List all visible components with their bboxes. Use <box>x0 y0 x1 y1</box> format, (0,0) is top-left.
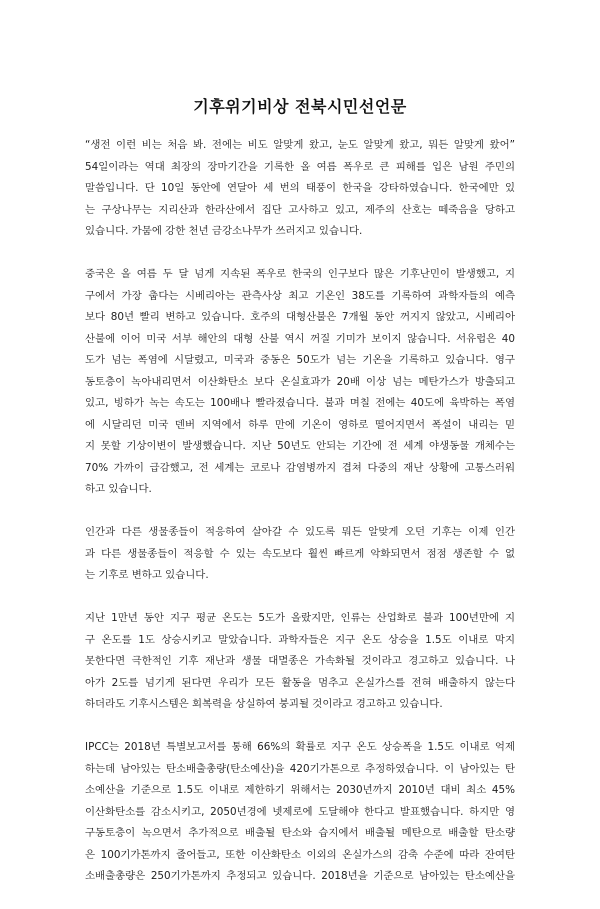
text-line: 는 기후로 변하고 있습니다. <box>85 569 209 581</box>
text-line: 하고 있습니다. <box>85 483 152 495</box>
paragraph <box>85 522 515 587</box>
text-line: 소배출총량은 250기가톤까지 추정되고 있습니다. 2018년을 기준으로 남아있는 탄소예산을 <box>85 870 515 882</box>
document-body <box>85 135 515 909</box>
text-line: 못한다면 극한적인 기후 재난과 생물 대멸종은 가속화될 것이라고 경고하고 있습니다. 나 <box>85 655 515 667</box>
text-line: 있고, 빙하가 녹는 속도는 100배나 빨라졌습니다. 불과 며칠 전에는 40도에 육박하는 폭염 <box>85 397 515 409</box>
text-line: 에 시달리던 미국 덴버 지역에서 하루 만에 기온이 영하로 떨어지면서 폭설이 내리는 믿 <box>85 418 515 431</box>
text-line: 보다 80년 빨리 변하고 있습니다. 호주의 대형산불은 7개월 동안 꺼지지 않았고, 시베리아 <box>85 311 515 323</box>
text-line: 구에서 가장 춥다는 시베리아는 관측사상 최고 기온인 38도를 기록하여 과학자들의 예측 <box>85 289 515 302</box>
text-line: 지난 1만년 동안 지구 평균 온도는 5도가 올랐지만, 인류는 산업화로 불과 100년만에 지 <box>85 612 515 624</box>
text-line: 동토층이 녹아내리면서 이산화탄소 보다 온실효과가 20배 이상 넘는 메탄가스가 방출되고 <box>85 375 515 388</box>
text-line: 구동토층이 녹으면서 추가적으로 배출될 탄소와 습지에서 배출될 메탄으로 배출할 탄소량 <box>85 827 515 839</box>
text-line: 지 못할 기상이변이 발생했습니다. 지난 50년도 안되는 기간에 전 세계 야생동물 개체수는 <box>85 440 515 452</box>
text-line: 말씀입니다. 단 10일 동안에 연달아 세 번의 태풍이 한국을 강타하였습니다. 한국에만 있 <box>85 182 515 194</box>
paragraph <box>85 737 515 888</box>
text-line: 는 구상나무는 지리산과 한라산에서 집단 고사하고 있고, 제주의 산호는 떼죽음을 당하고 <box>85 203 515 216</box>
text-line: IPCC는 2018년 특별보고서를 통해 66%의 확률로 지구 온도 상승폭을 1.5도 이내로 억제 <box>85 741 515 753</box>
text-line: 하더라도 기후시스템은 회복력을 상실하여 붕괴될 것이라고 경고하고 있습니다. <box>85 698 443 710</box>
text-line: 인간과 다른 생물종들이 적응하여 살아갈 수 있도록 뭐든 알맞게 오던 기후는 이제 인간 <box>85 526 515 538</box>
document-title: 기후위기비상 전북시민선언문 <box>193 97 407 116</box>
paragraph <box>85 608 515 716</box>
text-line: 산불에 이어 미국 서부 해안의 대형 산불 역시 꺼질 기미가 보이지 않습니다. 서유럽은 40 <box>85 332 515 345</box>
text-line: 은 100기가톤까지 줄어들고, 또한 이산화탄소 이외의 온실가스의 감축 수준에 따라 잔여탄 <box>85 848 515 861</box>
text-line: 있습니다. 가뭄에 강한 천년 금강소나무가 쓰러지고 있습니다. <box>85 225 363 237</box>
paragraph <box>85 135 515 243</box>
text-line: 구 온도를 1도 상승시키고 말았습니다. 과학자들은 지구 온도 상승을 1.5도 이내로 막지 <box>85 633 515 646</box>
text-line: 도가 넘는 폭염에 시달렸고, 미국과 중동은 50도가 넘는 기온을 기록하고 있습니다. 영구 <box>85 354 515 366</box>
text-line: 소예산을 기준으로 1.5도 이내로 제한하기 위해서는 2030년까지 2010년 대비 최소 45% <box>85 784 515 796</box>
paragraph <box>85 264 515 501</box>
text-line: 하는데 남아있는 탄소배출총량(탄소예산)을 420기가톤으로 추정하였습니다. 이 남아있는 탄 <box>85 762 515 775</box>
text-line: 중국은 올 여름 두 달 넘게 지속된 폭우로 한국의 인구보다 많은 기후난민이 발생했고, 지 <box>85 268 515 280</box>
text-line: 아가 2도를 넘기게 된다면 우리가 모든 활동을 멈추고 온실가스를 전혀 배출하지 않는다 <box>85 676 515 689</box>
text-line: 이산화탄소를 감소시키고, 2050년경에 넷제로에 도달해야 한다고 발표했습니다. 하지만 영 <box>85 805 515 818</box>
text-line: 54일이라는 역대 최장의 장마기간을 기록한 올 여름 폭우로 큰 피해를 입은 남원 주민의 <box>85 160 515 173</box>
text-line: “생전 이런 비는 처음 봐. 전에는 비도 알맞게 왔고, 눈도 알맞게 왔고, 뭐든 알맞게 왔어” <box>85 139 515 151</box>
text-line: 70% 가까이 급감했고, 전 세계는 코로나 감염병까지 겹쳐 다중의 재난 상황에 고통스러워 <box>85 461 515 474</box>
text-line: 과 다른 생물종들이 적응할 수 있는 속도보다 훨씬 빠르게 악화되면서 점점 생존할 수 없 <box>85 547 515 560</box>
